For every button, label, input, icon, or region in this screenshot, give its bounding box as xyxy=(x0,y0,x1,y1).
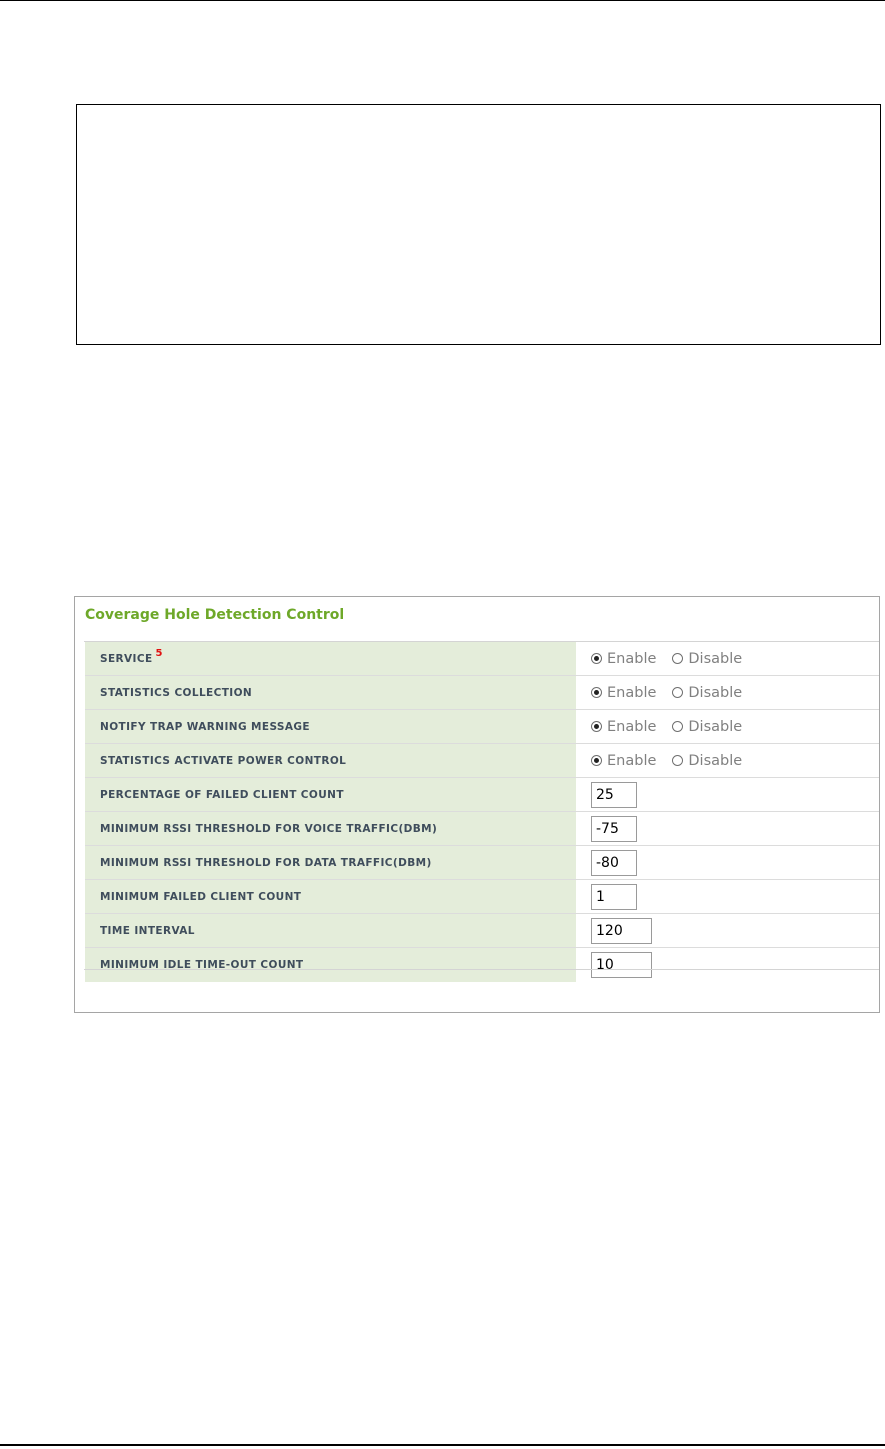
row-value xyxy=(576,642,879,675)
row-value xyxy=(576,880,879,913)
row-label xyxy=(85,676,576,709)
radio-label: Disable xyxy=(688,752,743,769)
radio-label: Disable xyxy=(688,684,743,701)
panel-title: Coverage Hole Detection Control xyxy=(85,607,345,623)
row-label xyxy=(85,744,576,777)
row-label: MINIMUM FAILED CLIENT COUNT xyxy=(85,880,576,913)
radio-unchecked-icon xyxy=(672,755,683,766)
settings-row-idle-timeout xyxy=(85,948,879,982)
radio-checked-icon xyxy=(591,755,602,766)
row-value xyxy=(576,846,879,879)
power-control-enable-radio[interactable] xyxy=(591,753,656,769)
statistics-collection-disable-radio[interactable] xyxy=(672,685,742,701)
radio-label: Disable xyxy=(688,650,743,667)
row-label-text: NOTIFY TRAP WARNING MESSAGE xyxy=(100,720,311,733)
row-label: MINIMUM RSSI THRESHOLD FOR VOICE TRAFFIC(DBM) xyxy=(85,812,576,845)
row-value xyxy=(576,744,879,777)
panel-bottom-divider xyxy=(84,969,879,970)
settings-row-rssi-voice xyxy=(85,812,879,846)
statistics-collection-enable-radio[interactable] xyxy=(591,685,656,701)
settings-row-rssi-data xyxy=(85,846,879,880)
row-label: PERCENTAGE OF FAILED CLIENT COUNT xyxy=(85,778,576,811)
row-label-text: STATISTICS ACTIVATE POWER CONTROL xyxy=(100,754,347,767)
coverage-hole-detection-panel xyxy=(74,596,880,1013)
radio-label: Enable xyxy=(607,752,657,769)
notify-trap-enable-radio[interactable] xyxy=(591,719,656,735)
radio-label: Enable xyxy=(607,650,657,667)
idle-timeout-count-input[interactable] xyxy=(591,952,652,978)
radio-unchecked-icon xyxy=(672,653,683,664)
row-value xyxy=(576,914,879,947)
header-rule xyxy=(0,0,885,1)
settings-row-notify-trap xyxy=(85,710,879,744)
rssi-data-threshold-input[interactable] xyxy=(591,850,637,876)
radio-checked-icon xyxy=(591,653,602,664)
time-interval-input[interactable] xyxy=(591,918,652,944)
empty-text-box xyxy=(76,104,881,345)
row-label xyxy=(85,642,576,675)
footer-rule xyxy=(0,1444,885,1446)
row-label-text: STATISTICS COLLECTION xyxy=(100,686,253,699)
row-label xyxy=(85,710,576,743)
radio-label: Enable xyxy=(607,718,657,735)
service-enable-radio[interactable] xyxy=(591,651,656,667)
radio-label: Disable xyxy=(688,718,743,735)
row-value xyxy=(576,948,879,982)
radio-unchecked-icon xyxy=(672,687,683,698)
settings-row-failed-client-percentage xyxy=(85,778,879,812)
row-label: TIME INTERVAL xyxy=(85,914,576,947)
notify-trap-disable-radio[interactable] xyxy=(672,719,742,735)
footnote-marker: 5 xyxy=(155,648,163,659)
power-control-disable-radio[interactable] xyxy=(672,753,742,769)
radio-checked-icon xyxy=(591,687,602,698)
row-value xyxy=(576,676,879,709)
radio-label: Enable xyxy=(607,684,657,701)
settings-row-power-control xyxy=(85,744,879,778)
settings-row-statistics-collection xyxy=(85,676,879,710)
row-value xyxy=(576,812,879,845)
failed-client-percentage-input[interactable] xyxy=(591,782,637,808)
settings-table xyxy=(85,642,879,982)
row-value xyxy=(576,778,879,811)
radio-checked-icon xyxy=(591,721,602,732)
row-label: MINIMUM RSSI THRESHOLD FOR DATA TRAFFIC(DBM) xyxy=(85,846,576,879)
row-value xyxy=(576,710,879,743)
settings-row-time-interval xyxy=(85,914,879,948)
min-failed-client-input[interactable] xyxy=(591,884,637,910)
settings-row-min-failed-client xyxy=(85,880,879,914)
radio-unchecked-icon xyxy=(672,721,683,732)
row-label-text: SERVICE xyxy=(100,652,153,665)
row-label: MINIMUM IDLE TIME-OUT COUNT xyxy=(85,948,576,982)
settings-row-service xyxy=(85,642,879,676)
service-disable-radio[interactable] xyxy=(672,651,742,667)
rssi-voice-threshold-input[interactable] xyxy=(591,816,637,842)
